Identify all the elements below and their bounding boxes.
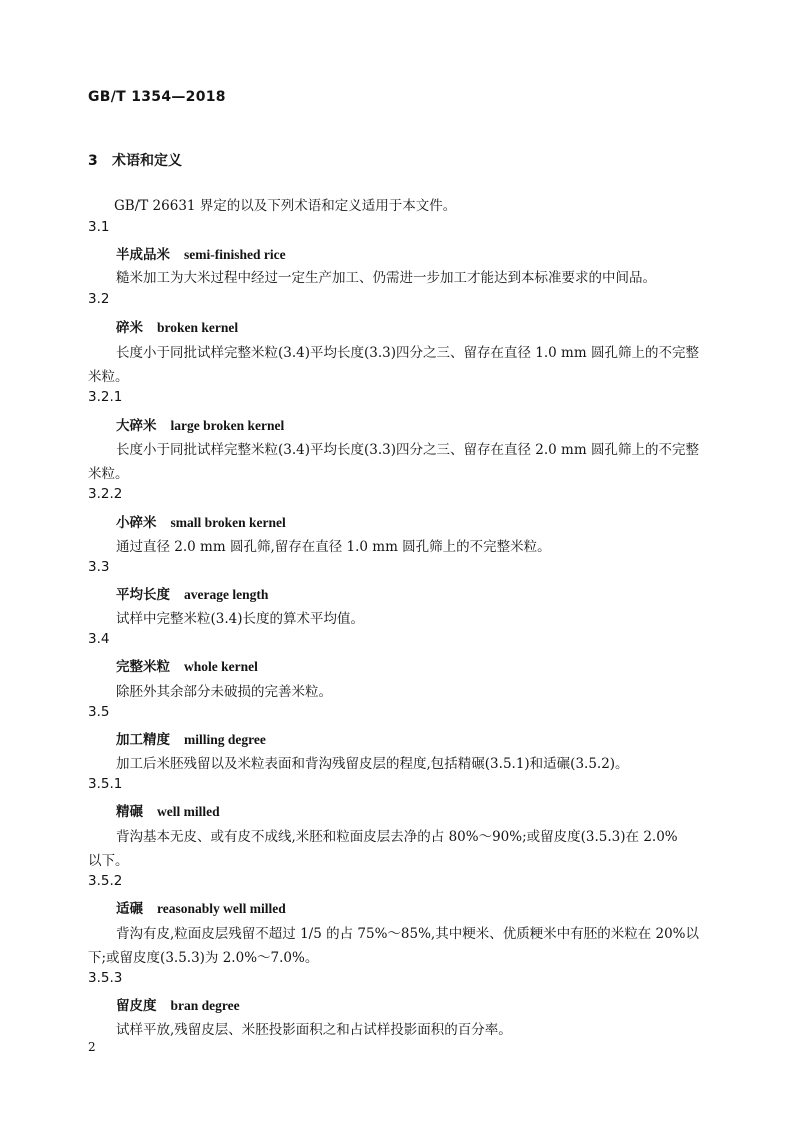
term-zh: 平均长度	[116, 587, 170, 603]
term-en: reasonably well milled	[157, 901, 286, 916]
page-number: 2	[88, 1040, 96, 1054]
section-title-text: 术语和定义	[112, 153, 182, 169]
term-definition: 背沟有皮,粒面皮层残留不超过 1/5 的占 75%～85%,其中粳米、优质粳米中有胚的米粒在 20%以	[116, 926, 699, 942]
section-title	[88, 150, 182, 170]
term-number: 3.4	[88, 631, 110, 647]
term-number: 3.2.1	[88, 389, 123, 405]
term-definition-cont: 米粒。	[88, 466, 129, 482]
term-definition: 试样平放,残留皮层、米胚投影面积之和占试样投影面积的百分率。	[116, 1022, 512, 1038]
term-number: 3.5.1	[88, 776, 123, 792]
term-zh: 大碎米	[116, 418, 157, 434]
section-number: 3	[88, 153, 98, 169]
term-definition: 长度小于同批试样完整米粒(3.4)平均长度(3.3)四分之三、留存在直径 1.0 mm 圆孔筛上的不完整	[116, 345, 699, 361]
term-definition: 糙米加工为大米过程中经过一定生产加工、仍需进一步加工才能达到本标准要求的中间品。	[116, 270, 656, 286]
term-number: 3.5	[88, 704, 110, 720]
term-definition: 通过直径 2.0 mm 圆孔筛,留存在直径 1.0 mm 圆孔筛上的不完整米粒。	[116, 539, 551, 555]
term-number: 3.1	[88, 219, 110, 235]
term-number: 3.3	[88, 559, 110, 575]
term-zh: 加工精度	[116, 732, 170, 748]
term-heading	[116, 728, 266, 748]
term-definition: 除胚外其余部分未破损的完善米粒。	[116, 684, 332, 700]
term-en: well milled	[157, 804, 220, 819]
term-number: 3.2	[88, 291, 110, 307]
term-zh: 半成品米	[116, 247, 170, 263]
term-en: large broken kernel	[170, 418, 285, 433]
term-definition: 加工后米胚残留以及米粒表面和背沟残留皮层的程度,包括精碾(3.5.1)和适碾(3.5.2)。	[116, 756, 629, 772]
term-heading	[116, 897, 286, 917]
term-number: 3.5.2	[88, 873, 123, 889]
term-zh: 碎米	[116, 320, 143, 336]
term-definition: 长度小于同批试样完整米粒(3.4)平均长度(3.3)四分之三、留存在直径 2.0 mm 圆孔筛上的不完整	[116, 442, 699, 458]
term-heading	[116, 583, 268, 603]
term-heading	[116, 994, 240, 1014]
term-heading	[116, 316, 238, 336]
term-en: average length	[184, 587, 269, 602]
term-number: 3.2.2	[88, 486, 123, 502]
term-definition-cont: 以下。	[88, 853, 129, 869]
intro-paragraph: GB/T 26631 界定的以及下列术语和定义适用于本文件。	[114, 198, 457, 214]
term-heading	[116, 800, 220, 820]
term-definition: 试样中完整米粒(3.4)长度的算术平均值。	[116, 611, 365, 627]
term-en: bran degree	[170, 998, 240, 1013]
term-zh: 完整米粒	[116, 659, 170, 675]
standard-id-header: GB/T 1354—2018	[88, 89, 226, 105]
term-zh: 适碾	[116, 901, 143, 917]
term-en: milling degree	[184, 732, 266, 747]
term-definition: 背沟基本无皮、或有皮不成线,米胚和粒面皮层去净的占 80%～90%;或留皮度(3.5.3)在 2.0%	[116, 829, 678, 845]
term-zh: 精碾	[116, 804, 143, 820]
term-heading	[116, 414, 284, 434]
term-en: small broken kernel	[170, 515, 286, 530]
term-zh: 小碎米	[116, 515, 157, 531]
term-heading	[116, 243, 286, 263]
term-zh: 留皮度	[116, 998, 157, 1014]
term-en: broken kernel	[157, 320, 239, 335]
term-en: whole kernel	[184, 659, 258, 674]
term-heading	[116, 655, 258, 675]
term-heading	[116, 511, 286, 531]
term-definition-cont: 下;或留皮度(3.5.3)为 2.0%～7.0%。	[88, 950, 319, 966]
term-en: semi-finished rice	[184, 247, 286, 262]
term-definition-cont: 米粒。	[88, 369, 129, 385]
term-number: 3.5.3	[88, 970, 123, 986]
